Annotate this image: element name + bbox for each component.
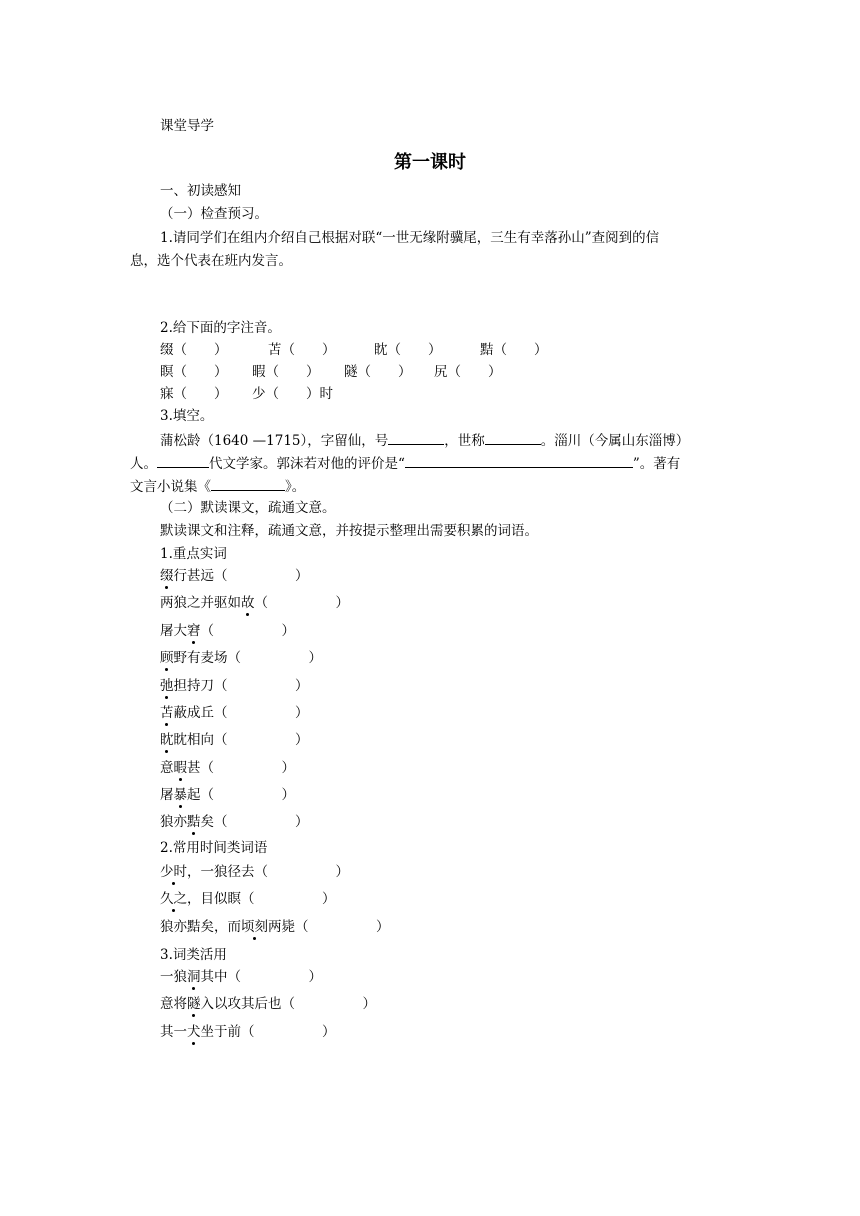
phonetic-item: 隧（ ） bbox=[344, 364, 412, 380]
list-heading: 3.词类活用 bbox=[160, 947, 227, 963]
vocab-key-word: 黠 bbox=[187, 814, 201, 830]
fill-text: 》。 bbox=[285, 479, 306, 495]
vocab-key-word: 苫 bbox=[160, 705, 174, 721]
vocab-text: 意 bbox=[160, 760, 174, 776]
list-heading: 2.常用时间类词语 bbox=[160, 840, 268, 856]
blank[interactable] bbox=[211, 476, 285, 491]
vocab-text: 狼亦 bbox=[160, 814, 187, 830]
vocab-key-word: 顷刻 bbox=[241, 919, 268, 935]
vocab-text: 蔽成丘 bbox=[173, 705, 214, 721]
answer-blank[interactable]: （ ） bbox=[227, 650, 322, 666]
vocab-item bbox=[160, 621, 295, 641]
vocab-text: 坐于前 bbox=[200, 1024, 241, 1040]
vocab-item bbox=[160, 648, 322, 668]
phonetic-item: 少（ ）时 bbox=[252, 386, 333, 402]
answer-blank[interactable]: （ ） bbox=[227, 969, 322, 985]
fill-line bbox=[130, 476, 305, 497]
vocab-item bbox=[160, 1022, 336, 1042]
vocab-item bbox=[160, 730, 309, 750]
phonetic-item: 暇（ ） bbox=[252, 364, 320, 380]
fill-text: 代文学家。郭沫若对他的评价是“ bbox=[209, 456, 405, 472]
vocab-text: 狼亦黠矣，而 bbox=[160, 919, 241, 935]
vocab-text: 屠大 bbox=[160, 623, 187, 639]
vocab-key-word: 暇 bbox=[173, 760, 187, 776]
blank[interactable] bbox=[388, 430, 444, 445]
fill-text: 蒲松龄（1640 —1715），字留仙，号 bbox=[160, 433, 389, 449]
vocab-key-word: 故 bbox=[241, 595, 255, 611]
vocab-item bbox=[160, 862, 349, 882]
answer-blank[interactable]: （ ） bbox=[254, 864, 349, 880]
vocab-item bbox=[160, 758, 295, 778]
list-heading: 1.重点实词 bbox=[160, 546, 227, 562]
vocab-text: 其中 bbox=[200, 969, 228, 985]
question-text: 3.填空。 bbox=[160, 408, 214, 424]
phonetic-item: 寐（ ） bbox=[160, 386, 228, 402]
vocab-text: 甚 bbox=[187, 760, 201, 776]
vocab-key-word: 犬 bbox=[187, 1024, 201, 1040]
answer-blank[interactable]: （ ） bbox=[214, 568, 309, 584]
vocab-key-word: 顾 bbox=[160, 650, 174, 666]
vocab-text: ，一狼径去 bbox=[187, 864, 255, 880]
fill-line bbox=[130, 453, 680, 474]
blank[interactable] bbox=[157, 453, 209, 468]
vocab-key-word: 久之 bbox=[160, 891, 187, 907]
answer-blank[interactable]: （ ） bbox=[254, 595, 349, 611]
vocab-text: 两狼之并驱如 bbox=[160, 595, 241, 611]
vocab-text: 一狼 bbox=[160, 969, 187, 985]
answer-blank[interactable]: （ ） bbox=[241, 1024, 336, 1040]
phonetic-item: 苫（ ） bbox=[268, 342, 336, 358]
answer-blank[interactable]: （ ） bbox=[200, 623, 295, 639]
page-title: 第一课时 bbox=[394, 152, 466, 173]
vocab-key-word: 弛 bbox=[160, 678, 174, 694]
answer-blank[interactable]: （ ） bbox=[295, 919, 390, 935]
answer-blank[interactable]: （ ） bbox=[241, 891, 336, 907]
fill-text: 人。 bbox=[130, 456, 157, 472]
answer-blank[interactable]: （ ） bbox=[200, 787, 295, 803]
fill-text: 文言小说集《 bbox=[130, 479, 211, 495]
vocab-key-word: 洞 bbox=[187, 969, 201, 985]
vocab-text: 矣 bbox=[200, 814, 214, 830]
vocab-text: 野有麦场 bbox=[173, 650, 228, 666]
vocab-item bbox=[160, 917, 390, 937]
answer-blank[interactable]: （ ） bbox=[214, 732, 309, 748]
vocab-text: 担持刀 bbox=[173, 678, 214, 694]
answer-blank[interactable]: （ ） bbox=[281, 996, 376, 1012]
vocab-text: 屠 bbox=[160, 787, 174, 803]
fill-text: ”。著有 bbox=[632, 456, 681, 472]
fill-line bbox=[160, 430, 689, 451]
vocab-item bbox=[160, 676, 309, 696]
answer-blank[interactable]: （ ） bbox=[200, 760, 295, 776]
question-text: 1.请同学们在组内介绍自己根据对联“一世无缘附骥尾，三生有幸落孙山”查阅到的信 bbox=[160, 230, 660, 246]
header-label: 课堂导学 bbox=[160, 118, 214, 134]
phonetic-item: 黠（ ） bbox=[480, 342, 548, 358]
vocab-text: 两毙 bbox=[268, 919, 295, 935]
phonetic-item: 眈（ ） bbox=[374, 342, 442, 358]
answer-blank[interactable]: （ ） bbox=[214, 814, 309, 830]
phonetic-item: 缀（ ） bbox=[160, 342, 228, 358]
vocab-text: 入以攻其后也 bbox=[200, 996, 282, 1012]
subsection-heading: （二）默读课文，疏通文意。 bbox=[160, 500, 336, 516]
vocab-item bbox=[160, 889, 336, 909]
question-text: 息，选个代表在班内发言。 bbox=[130, 253, 292, 269]
vocab-key-word: 窘 bbox=[187, 623, 201, 639]
vocab-item bbox=[160, 593, 349, 613]
vocab-text: ，目似瞑 bbox=[187, 891, 241, 907]
subsection-heading: （一）检查预习。 bbox=[160, 206, 268, 222]
question-text: 2.给下面的字注音。 bbox=[160, 320, 281, 336]
blank[interactable] bbox=[405, 453, 633, 468]
vocab-key-word: 眈 bbox=[160, 732, 174, 748]
fill-text: 。淄川（今属山东淄博） bbox=[540, 433, 690, 449]
vocab-key-word: 缀 bbox=[160, 568, 174, 584]
vocab-text: 眈相向 bbox=[173, 732, 214, 748]
phonetic-item: 尻（ ） bbox=[434, 364, 502, 380]
vocab-item bbox=[160, 703, 309, 723]
answer-blank[interactable]: （ ） bbox=[214, 705, 309, 721]
vocab-text: 意将 bbox=[160, 996, 187, 1012]
phonetic-item: 瞑（ ） bbox=[160, 364, 228, 380]
vocab-text: 行甚远 bbox=[173, 568, 214, 584]
vocab-key-word: 隧 bbox=[187, 996, 201, 1012]
fill-text: ，世称 bbox=[444, 433, 485, 449]
blank[interactable] bbox=[485, 430, 541, 445]
vocab-item bbox=[160, 967, 322, 987]
vocab-text: 其一 bbox=[160, 1024, 187, 1040]
vocab-item bbox=[160, 994, 376, 1014]
instruction-text: 默读课文和注释，疏通文意，并按提示整理出需要积累的词语。 bbox=[160, 523, 538, 539]
answer-blank[interactable]: （ ） bbox=[214, 678, 309, 694]
section-heading: 一、初读感知 bbox=[160, 183, 241, 199]
vocab-item bbox=[160, 566, 309, 586]
vocab-text: 起 bbox=[187, 787, 201, 803]
vocab-item bbox=[160, 785, 295, 805]
vocab-key-word: 少时 bbox=[160, 864, 187, 880]
vocab-item bbox=[160, 812, 309, 832]
vocab-key-word: 暴 bbox=[173, 787, 187, 803]
